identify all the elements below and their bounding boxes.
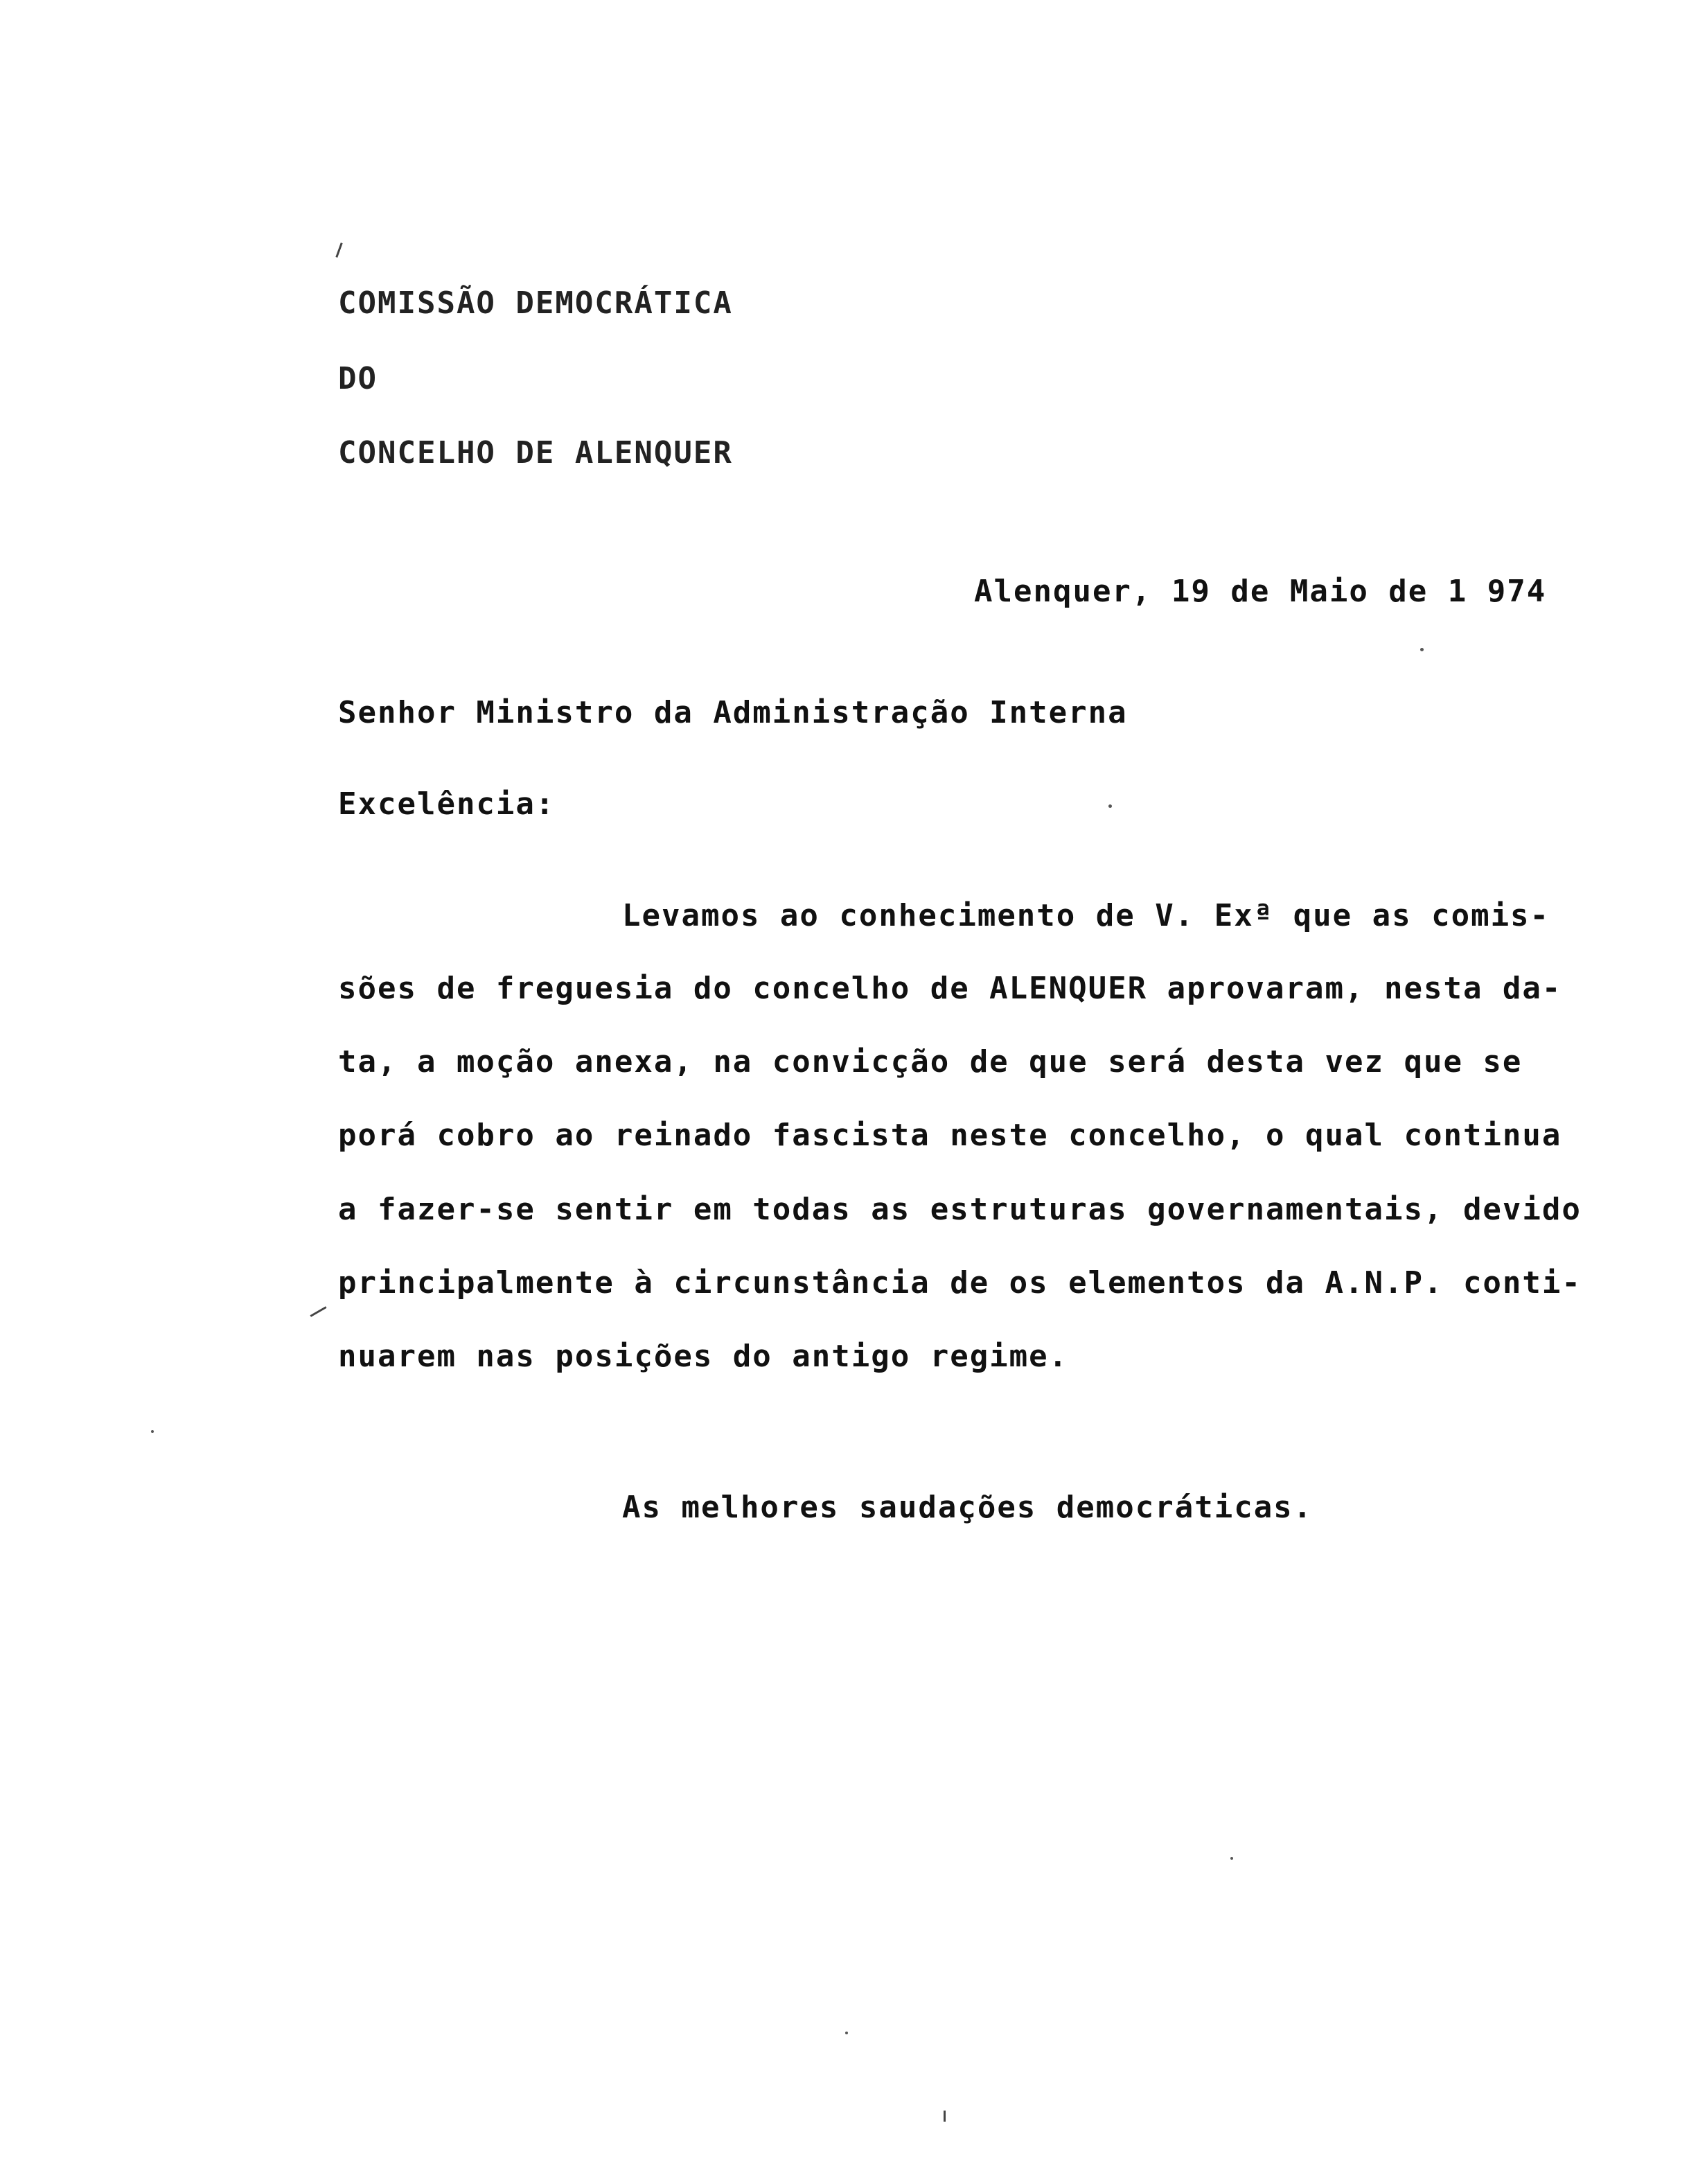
scan-speck [151,1430,154,1433]
sender-name-line-1: COMISSÃO DEMOCRÁTICA [338,285,733,321]
body-line: nuarem nas posições do antigo regime. [338,1339,1069,1374]
addressee: Senhor Ministro da Administração Interna [338,695,1128,730]
body-line: sões de freguesia do concelho de ALENQUER aprovaram, nesta da- [338,971,1562,1006]
body-line: a fazer-se sentir em todas as estruturas governamentais, devido [338,1192,1582,1227]
date-line: Alenquer, 19 de Maio de 1 974 [974,574,1547,609]
body-line: Levamos ao conhecimento de V. Exª que as comis- [622,898,1550,933]
scan-mark [335,243,342,258]
scan-speck [1230,1857,1233,1860]
sender-name-line-2: DO [338,361,378,396]
scan-mark [944,2111,946,2122]
scan-speck [1108,804,1112,808]
body-line: principalmente à circunstância de os elementos da A.N.P. conti- [338,1265,1582,1301]
scan-speck [845,2032,848,2034]
scan-mark [310,1306,326,1317]
body-line: porá cobro ao reinado fascista neste concelho, o qual continua [338,1118,1562,1153]
body-line: ta, a moção anexa, na convicção de que será desta vez que se [338,1044,1523,1080]
sender-name-line-3: CONCELHO DE ALENQUER [338,435,733,470]
salutation: Excelência: [338,786,556,822]
scan-speck [1420,648,1424,651]
closing-line: As melhores saudações democráticas. [622,1490,1314,1525]
